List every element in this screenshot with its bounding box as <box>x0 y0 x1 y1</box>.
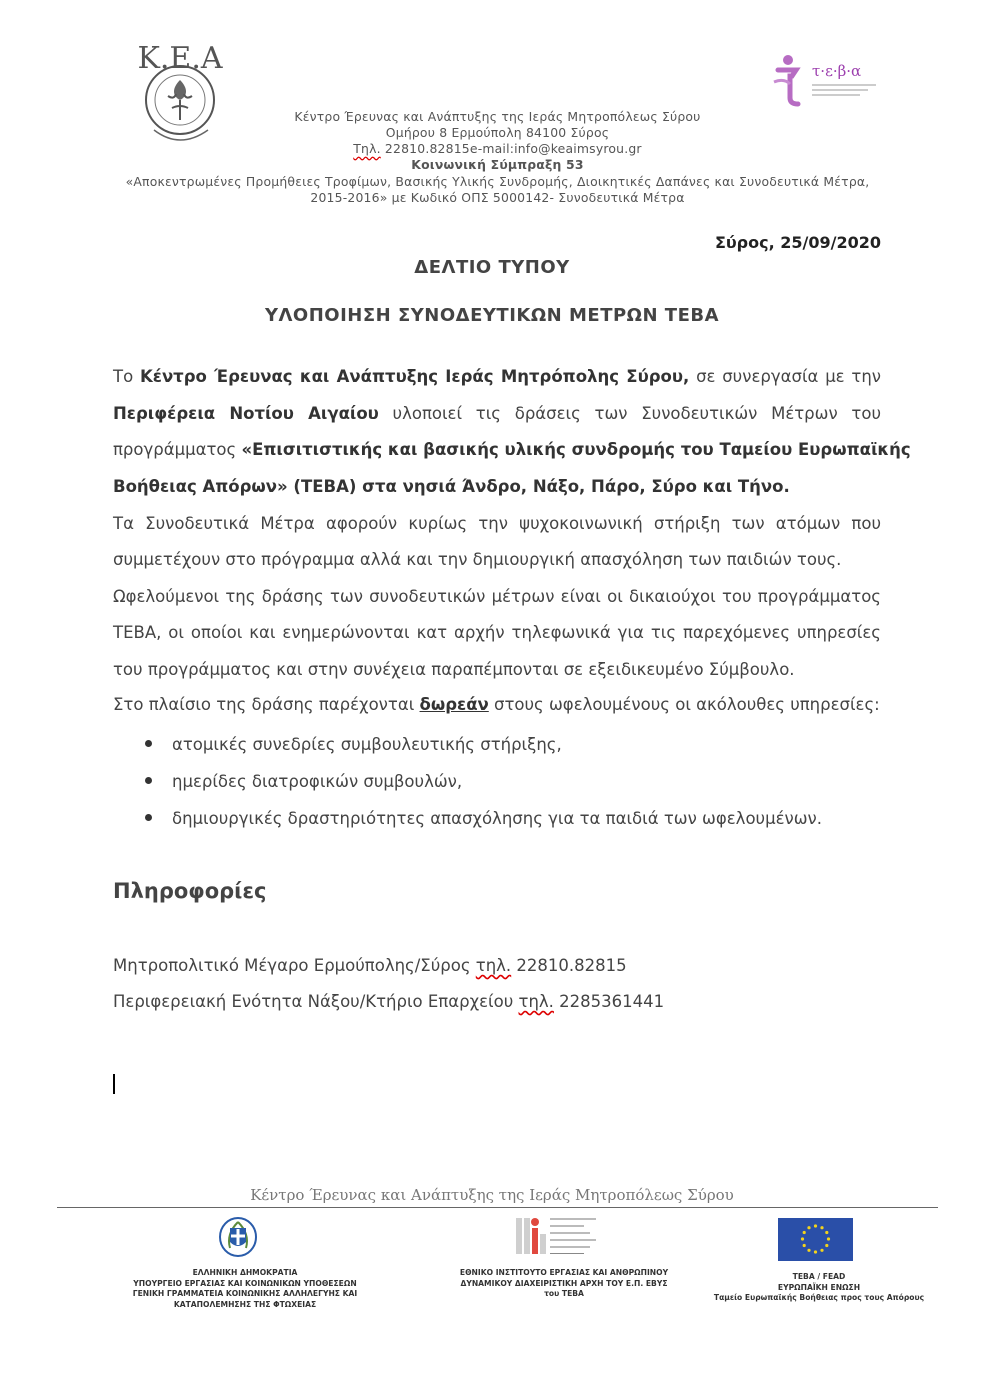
body-line: Περιφέρεια Νοτίου Αιγαίου υλοποιεί τις δράσεις των Συνοδευτικών Μέτρων του <box>113 404 881 423</box>
document-date: Σύρος, 25/09/2020 <box>714 233 881 252</box>
body-line: του προγράμματος και στην συνέχεια παραπέμπονται σε εξειδικευμένο Σύμβουλο. <box>113 660 795 679</box>
header-partnership: Κοινωνική Σύμπραξη 53 <box>411 157 584 172</box>
header-tel-label: Τηλ. <box>353 141 381 156</box>
footer-eu: ΤΕΒΑ / FEAD ΕΥΡΩΠΑΪΚΗ ΕΝΩΣΗ Ταμείο Ευρωπαϊκής Βοήθειας προς τους Απόρους <box>713 1272 925 1302</box>
teba-logo <box>770 52 885 112</box>
bullet-icon <box>145 777 152 784</box>
contact-line-syros: Μητροπολιτικό Μέγαρο Ερμούπολης/Σύρος τηλ. 22810.82815 <box>113 956 627 975</box>
text-cursor <box>113 1074 115 1094</box>
list-item: ατομικές συνεδρίες συμβουλευτικής στήριξης, <box>145 735 562 754</box>
footer-institute: ΕΘΝΙΚΟ ΙΝΣΤΙΤΟΥΤΟ ΕΡΓΑΣΙΑΣ ΚΑΙ ΑΝΘΡΩΠΙΝΟΥ ΔΥΝΑΜΙΚΟΥ ΔΙΑΧΕΙΡΙΣΤΙΚΗ ΑΡΧΗ ΤΟΥ Ε.Π. ΕΒΥΣ του ΤΕΒΑ <box>459 1268 669 1298</box>
footer-ministry: ΕΛΛΗΝΙΚΗ ΔΗΜΟΚΡΑΤΙΑ ΥΠΟΥΡΓΕΙΟ ΕΡΓΑΣΙΑΣ ΚΑΙ ΚΟΙΝΩΝΙΚΩΝ ΥΠΟΘΕΣΕΩΝ ΓΕΝΙΚΗ ΓΡΑΜΜΑΤΕΙΑ ΚΟΙΝΩΝΙΚΗΣ ΑΛΛΗΛΕΓΥΗΣ ΚΑΙ ΚΑΤΑΠΟΛΕΜΗΣΗΣ ΤΗΣ ΦΤΩΧΕΙΑΣ <box>132 1268 358 1309</box>
document-title: ΔΕΛΤΙΟ ΤΥΠΟΥ <box>414 257 570 278</box>
header-tel-email: 22810.82815e-mail:info@keaimsyrou.gr <box>380 141 642 156</box>
free-emphasis: δωρεάν <box>419 695 489 714</box>
body-line: Βοήθειας Απόρων» (ΤΕΒΑ) στα νησιά Άνδρο, Νάξο, Πάρο, Σύρο και Τήνο. <box>113 477 790 496</box>
eiead-logo <box>512 1214 602 1262</box>
header-project-line1: «Αποκεντρωμένες Προμήθειες Τροφίμων, Βασικής Υλικής Συνδρομής, Διοικητικές Δαπάνες και Συνοδευτικά Μέτρα, <box>125 174 870 189</box>
body-line: Το Κέντρο Έρευνας και Ανάπτυξης Ιεράς Μητρόπολης Σύρου, σε συνεργασία με την <box>113 367 881 386</box>
bullet-icon <box>145 740 152 747</box>
info-heading: Πληροφορίες <box>113 879 267 903</box>
body-line: συμμετέχουν στο πρόγραμμα αλλά και την δημιουργική απασχόληση των παιδιών τους. <box>113 550 842 569</box>
footer-divider <box>57 1207 938 1208</box>
svg-text:Κ.Ε.Α: Κ.Ε.Α <box>137 41 223 76</box>
contact-line-naxos: Περιφερειακή Ενότητα Νάξου/Κτήριο Επαρχείου τηλ. 2285361441 <box>113 992 665 1011</box>
header-project-line2: 2015-2016» με Κωδικό ΟΠΣ 5000142- Συνοδευτικά Μέτρα <box>310 190 685 205</box>
header-contact <box>100 141 895 157</box>
teba-logo-text: τ·ε·β·α <box>812 62 862 80</box>
header-org-name: Κέντρο Έρευνας και Ανάπτυξης της Ιεράς Μητροπόλεως Σύρου <box>294 109 701 124</box>
body-line: ΤΕΒΑ, οι οποίοι και ενημερώνονται κατ αρχήν τηλεφωνικά για τις παρεχόμενες υπηρεσίες <box>113 623 881 642</box>
footer-org-name: Κέντρο Έρευνας και Ανάπτυξης της Ιεράς Μητροπόλεως Σύρου <box>250 1186 734 1204</box>
body-line: Στο πλαίσιο της δράσης παρέχονται δωρεάν στους ωφελουμένους οι ακόλουθες υπηρεσίες: <box>113 695 880 714</box>
body-line: προγράμματος «Επισιτιστικής και βασικής υλικής συνδρομής του Ταμείου Ευρωπαϊκής <box>113 440 911 459</box>
list-item: δημιουργικές δραστηριότητες απασχόλησης για τα παιδιά των ωφελουμένων. <box>145 809 822 828</box>
eu-flag-icon <box>778 1218 853 1265</box>
greek-emblem-icon <box>218 1216 258 1262</box>
bullet-icon <box>145 814 152 821</box>
body-line: Τα Συνοδευτικά Μέτρα αφορούν κυρίως την ψυχοκοινωνική στήριξη των ατόμων που <box>113 514 881 533</box>
header-address: Ομήρου 8 Ερμούπολη 84100 Σύρος <box>385 125 610 140</box>
list-item: ημερίδες διατροφικών συμβουλών, <box>145 772 462 791</box>
body-line: Ωφελούμενοι της δράσης των συνοδευτικών μέτρων είναι οι δικαιούχοι του προγράμματος <box>113 587 881 606</box>
document-subtitle: ΥΛΟΠΟΙΗΣΗ ΣΥΝΟΔΕΥΤΙΚΩΝ ΜΕΤΡΩΝ ΤΕΒΑ <box>264 305 720 326</box>
